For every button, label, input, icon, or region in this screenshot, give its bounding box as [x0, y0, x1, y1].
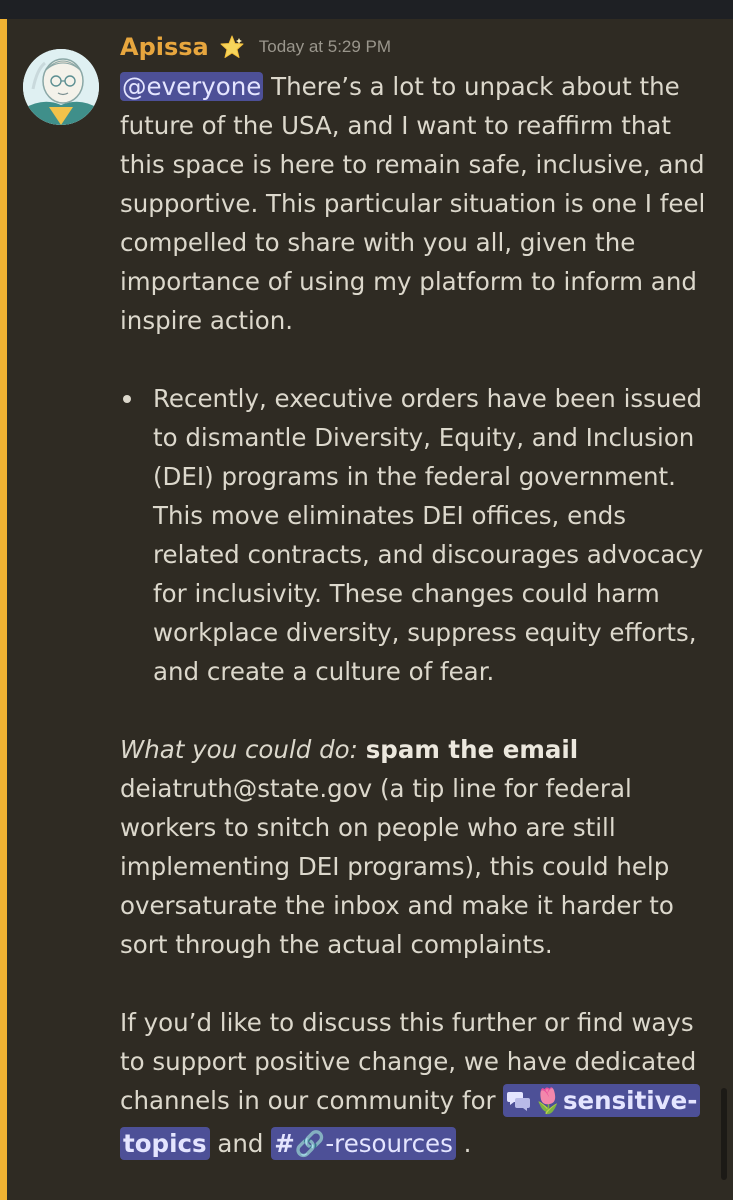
action-bold: spam the email: [365, 735, 579, 764]
period-text: .: [455, 1129, 472, 1158]
avatar[interactable]: [23, 49, 99, 125]
joiner-text: and: [209, 1129, 272, 1158]
bullet-text: Recently, executive orders have been issued to dismantle Diversity, Equity, and Inclusion (DEI) programs in the federal government. This move eliminates DEI offices, ends related contracts, and discourages advocacy for inclusivity. These changes could harm workplace diversity, suppress equity efforts, and create a culture of fear.: [153, 384, 704, 686]
link-emoji: 🔗: [294, 1129, 326, 1158]
intro-paragraph: [120, 67, 720, 340]
message-header: [120, 31, 391, 63]
channel-name-sensitive-topics: sensitive-topics: [123, 1086, 698, 1158]
message-timestamp[interactable]: Today at 5:29 PM: [258, 37, 392, 56]
channel-link-resources[interactable]: [271, 1127, 456, 1160]
channel-name-resources: -resources: [325, 1129, 453, 1158]
message[interactable]: [0, 19, 733, 1200]
top-bar: [0, 0, 733, 19]
action-text: deiatruth@state.gov (a tip line for federal workers to snitch on people who are still implementing DEI programs), this could help oversaturate the inbox and make it harder to sort through the actual complaints.: [120, 774, 674, 959]
paragraph-gap: [120, 691, 720, 730]
intro-text: There’s a lot to unpack about the future of the USA, and I want to reaffirm that this space is here to remain safe, inclusive, and supportive. This particular situation is one I feel compelled to share with you all, given the importance of using my platform to inform and inspire action.: [120, 72, 706, 335]
closing-paragraph: [120, 1003, 720, 1163]
action-label: What you could do:: [120, 735, 358, 764]
tulip-emoji: 🌷: [532, 1086, 563, 1115]
paragraph-gap: [120, 340, 720, 379]
hash-icon: #: [274, 1129, 295, 1158]
bullet-dot: [123, 395, 131, 403]
paragraph-gap: [120, 964, 720, 1003]
speech-bubbles-icon: [506, 1085, 532, 1124]
scrollbar[interactable]: [721, 1088, 727, 1180]
author-name[interactable]: Apissa: [120, 33, 209, 61]
action-paragraph: [120, 730, 720, 964]
closing-text: If you’d like to discuss this further or find ways to support positive change, we have dedicated channels in our community for: [120, 1008, 697, 1115]
bullet-list: [120, 379, 720, 691]
everyone-mention[interactable]: @everyone: [122, 72, 262, 101]
message-content: [120, 67, 720, 1163]
list-item: [120, 379, 720, 691]
star-badge-icon: [219, 34, 245, 60]
